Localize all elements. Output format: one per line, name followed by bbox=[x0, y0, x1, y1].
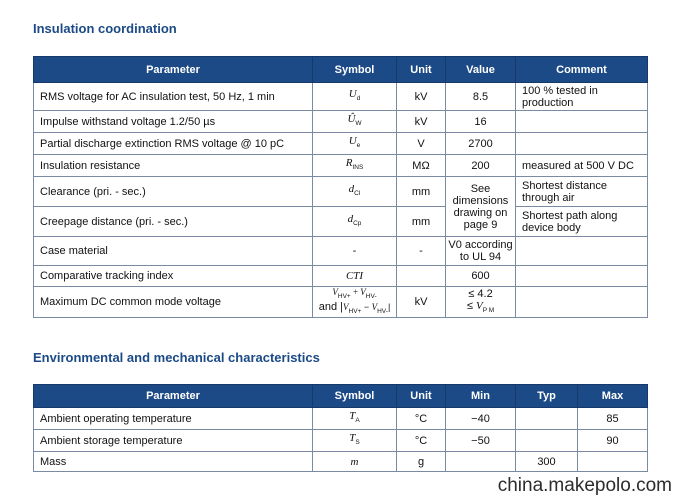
cell-value: 200 bbox=[446, 155, 516, 177]
header-parameter: Parameter bbox=[34, 57, 313, 83]
table-row bbox=[34, 155, 648, 177]
cm-symbol-line2: and $|V_{HV+} - V_{HV-}|$ bbox=[318, 301, 391, 315]
cell-parameter: Ambient operating temperature bbox=[34, 408, 313, 430]
cell-unit: kV bbox=[397, 287, 446, 318]
header-unit: Unit bbox=[397, 57, 446, 83]
table-row bbox=[34, 287, 648, 318]
environmental-table bbox=[33, 384, 648, 472]
cell-symbol: $Û_W$ bbox=[313, 111, 397, 133]
cm-value-line2: ≤ $V_{P M}$ bbox=[466, 299, 495, 314]
cell-unit: g bbox=[397, 452, 446, 472]
header-min: Min bbox=[446, 385, 516, 408]
cell-max: 90 bbox=[578, 430, 648, 452]
cell-max bbox=[578, 452, 648, 472]
cell-symbol: $T_A$ bbox=[313, 408, 397, 430]
cell-comment: measured at 500 V DC bbox=[516, 155, 648, 177]
table-row bbox=[34, 83, 648, 111]
cell-parameter: Partial discharge extinction RMS voltage @ 10 pC bbox=[34, 133, 313, 155]
cell-symbol: $U_e$ bbox=[313, 133, 397, 155]
header-symbol: Symbol bbox=[313, 57, 397, 83]
cell-unit bbox=[397, 266, 446, 287]
cell-min: −40 bbox=[446, 408, 516, 430]
cell-symbol: $d_{Cl}$ bbox=[313, 177, 397, 207]
cell-parameter: Clearance (pri. - sec.) bbox=[34, 177, 313, 207]
cell-value: 2700 bbox=[446, 133, 516, 155]
cell-comment bbox=[516, 133, 648, 155]
cell-value-cm bbox=[446, 287, 516, 318]
cell-unit: kV bbox=[397, 111, 446, 133]
table-header-row bbox=[34, 57, 648, 83]
cell-symbol: - bbox=[313, 237, 397, 266]
cell-unit: °C bbox=[397, 430, 446, 452]
cell-parameter: Case material bbox=[34, 237, 313, 266]
header-parameter: Parameter bbox=[34, 385, 313, 408]
environmental-section-title: Environmental and mechanical characteristics bbox=[33, 350, 320, 365]
cell-comment bbox=[516, 111, 648, 133]
cell-unit: V bbox=[397, 133, 446, 155]
table-row bbox=[34, 207, 648, 237]
cell-parameter: Maximum DC common mode voltage bbox=[34, 287, 313, 318]
insulation-table bbox=[33, 56, 648, 318]
cell-min: −50 bbox=[446, 430, 516, 452]
cm-symbol-line1: $V_{HV+} + V_{HV-}$ bbox=[332, 287, 377, 300]
cell-symbol: $U_d$ bbox=[313, 83, 397, 111]
cell-parameter: Creepage distance (pri. - sec.) bbox=[34, 207, 313, 237]
watermark-text: china.makepolo.com bbox=[497, 475, 672, 496]
cell-value: V0 according to UL 94 bbox=[446, 237, 516, 266]
cell-unit: kV bbox=[397, 83, 446, 111]
table-row bbox=[34, 266, 648, 287]
table-header-row bbox=[34, 385, 648, 408]
cell-value: 600 bbox=[446, 266, 516, 287]
table-row bbox=[34, 111, 648, 133]
insulation-section-title: Insulation coordination bbox=[33, 21, 177, 36]
cell-unit: mm bbox=[397, 207, 446, 237]
cell-comment: Shortest distance through air bbox=[516, 177, 648, 207]
cell-min bbox=[446, 452, 516, 472]
cell-value: 16 bbox=[446, 111, 516, 133]
cell-symbol: CTI bbox=[313, 266, 397, 287]
cell-unit: MΩ bbox=[397, 155, 446, 177]
table-row bbox=[34, 430, 648, 452]
cell-parameter: Impulse withstand voltage 1.2/50 µs bbox=[34, 111, 313, 133]
table-row bbox=[34, 177, 648, 207]
cell-value-dimensions: See dimensions drawing on page 9 bbox=[446, 177, 516, 237]
cell-symbol: $T_S$ bbox=[313, 430, 397, 452]
cell-max: 85 bbox=[578, 408, 648, 430]
cell-symbol: $R_{INS}$ bbox=[313, 155, 397, 177]
cell-symbol-cm bbox=[313, 287, 397, 318]
cell-parameter: Insulation resistance bbox=[34, 155, 313, 177]
cell-unit: mm bbox=[397, 177, 446, 207]
header-value: Value bbox=[446, 57, 516, 83]
cell-comment bbox=[516, 287, 648, 318]
table-row bbox=[34, 452, 648, 472]
cell-value: 8.5 bbox=[446, 83, 516, 111]
header-typ: Typ bbox=[516, 385, 578, 408]
cell-parameter: RMS voltage for AC insulation test, 50 Hz, 1 min bbox=[34, 83, 313, 111]
header-symbol: Symbol bbox=[313, 385, 397, 408]
cell-typ bbox=[516, 430, 578, 452]
cell-comment bbox=[516, 266, 648, 287]
cell-parameter: Comparative tracking index bbox=[34, 266, 313, 287]
header-comment: Comment bbox=[516, 57, 648, 83]
header-max: Max bbox=[578, 385, 648, 408]
cell-parameter: Ambient storage temperature bbox=[34, 430, 313, 452]
cell-unit: - bbox=[397, 237, 446, 266]
cell-typ bbox=[516, 408, 578, 430]
cell-unit: °C bbox=[397, 408, 446, 430]
table-row bbox=[34, 237, 648, 266]
cell-comment: Shortest path along device body bbox=[516, 207, 648, 237]
table-row bbox=[34, 133, 648, 155]
cell-comment: 100 % tested in production bbox=[516, 83, 648, 111]
cell-symbol: m bbox=[313, 452, 397, 472]
cell-parameter: Mass bbox=[34, 452, 313, 472]
table-row bbox=[34, 408, 648, 430]
cell-typ: 300 bbox=[516, 452, 578, 472]
cm-value-line1: ≤ 4.2 bbox=[468, 287, 493, 300]
cell-comment bbox=[516, 237, 648, 266]
header-unit: Unit bbox=[397, 385, 446, 408]
cell-symbol: $d_{Cp}$ bbox=[313, 207, 397, 237]
